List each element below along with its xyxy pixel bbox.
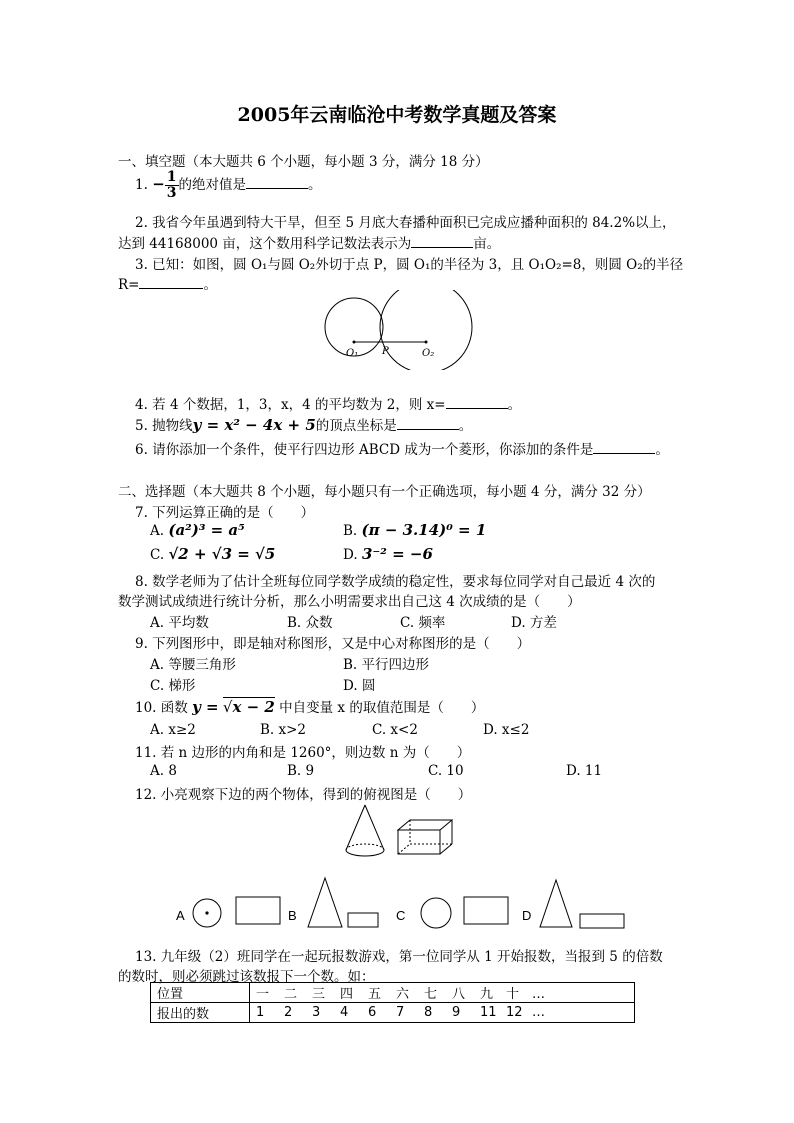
number-cell: 3 — [312, 1005, 321, 1020]
q1-sign: − — [152, 175, 165, 193]
option-d-rectangle-icon[interactable] — [580, 914, 624, 928]
q4-text: 4. 若 4 个数据，1，3，x，4 的平均数为 2，则 x= — [135, 397, 446, 413]
position-cell: 四 — [340, 987, 354, 1002]
q9-option-b[interactable]: B. 平行四边形 — [343, 657, 430, 673]
q10-option-c[interactable]: C. x<2 — [372, 722, 418, 738]
q7-option-c[interactable] — [150, 545, 275, 563]
number-cell: 1 — [256, 1005, 265, 1020]
position-cell: 五 — [368, 987, 382, 1002]
q6-end: 。 — [655, 442, 669, 458]
page-title: 2005年云南临沧中考数学真题及答案 — [237, 104, 557, 126]
q7-d-label: D. — [343, 547, 358, 563]
q1-end: 。 — [308, 177, 322, 193]
q10-formula-y: y = — [192, 698, 219, 716]
table-row — [151, 983, 635, 1003]
option-d-triangle-icon[interactable] — [540, 880, 572, 927]
question-1 — [135, 170, 322, 201]
q12-label-c[interactable]: C — [396, 908, 406, 923]
q11-option-b[interactable]: B. 9 — [287, 763, 315, 779]
question-6 — [135, 438, 669, 458]
option-a-rectangle-icon[interactable] — [236, 897, 280, 924]
position-cell: 七 — [424, 987, 438, 1002]
label-o2: O₂ — [422, 348, 435, 359]
q10-option-a[interactable]: A. x≥2 — [150, 722, 196, 738]
option-b-triangle-icon[interactable] — [308, 878, 342, 927]
q7-c-label: C. — [150, 547, 165, 563]
question-10 — [135, 696, 484, 716]
q7-b-formula: (π − 3.14)⁰ = 1 — [361, 521, 487, 539]
position-cell: 二 — [284, 987, 298, 1002]
count-off-table — [150, 982, 635, 1023]
option-c-circle-icon[interactable] — [421, 898, 451, 928]
q7-c-formula: √2 + √3 = √5 — [168, 545, 276, 563]
box-icon — [398, 820, 452, 854]
q10-option-d[interactable]: D. x≤2 — [483, 722, 530, 738]
q8-option-c[interactable]: C. 频率 — [400, 615, 446, 631]
number-cell: 2 — [284, 1005, 293, 1020]
q12-label-d[interactable]: D — [522, 908, 532, 923]
q8-option-b[interactable]: B. 众数 — [287, 615, 333, 631]
q5-suffix: 的顶点坐标是 — [315, 418, 397, 434]
q5-end: 。 — [458, 418, 473, 434]
q12-options-figure — [170, 872, 630, 934]
q7-option-d[interactable] — [343, 545, 433, 563]
q5-prefix: 5. 抛物线 — [135, 418, 193, 434]
question-5 — [135, 414, 472, 434]
cone-icon — [346, 805, 384, 856]
q1-number: 1. — [135, 177, 148, 193]
q3-line2 — [118, 273, 217, 293]
section1-heading: 一、填空题（本大题共 6 个小题，每小题 3 分，满分 18 分） — [118, 154, 489, 170]
q8-line2: 数学测试成绩进行统计分析，那么小明需要求出自己这 4 次成绩的是（ ） — [118, 594, 581, 610]
table-header-position: 位置 — [151, 983, 250, 1003]
q2-answer-blank[interactable] — [411, 235, 473, 248]
q12-stem: 12. 小亮观察下边的两个物体，得到的俯视图是（ ） — [135, 787, 472, 803]
q7-b-label: B. — [343, 523, 358, 539]
q1-answer-blank[interactable] — [246, 176, 308, 189]
q11-option-a[interactable]: A. 8 — [150, 763, 177, 779]
q8-option-a[interactable]: A. 平均数 — [150, 615, 209, 631]
q4-end: 。 — [507, 397, 522, 413]
q8-line1: 8. 数学老师为了估计全班每位同学数学成绩的稳定性，要求每位同学对自己最近 4 次的 — [135, 574, 656, 590]
q11-stem: 11. 若 n 边形的内角和是 1260°，则边数 n 为（ ） — [135, 745, 471, 761]
q9-option-d[interactable]: D. 圆 — [343, 678, 376, 694]
position-cells — [250, 983, 635, 1003]
q10-option-b[interactable]: B. x>2 — [260, 722, 307, 738]
q13-line2: 的数时，则必须跳过该数报下一个数。如： — [118, 969, 375, 985]
q12-label-b[interactable]: B — [288, 908, 297, 923]
q4-answer-blank[interactable] — [446, 396, 508, 409]
number-cell: 4 — [340, 1005, 349, 1020]
q2-line1: 2. 我省今年虽遇到特大干旱，但至 5 月底大春播种面积已完成应播种面积的 84.2%以上， — [135, 215, 676, 231]
number-cell: … — [532, 1005, 545, 1020]
q5-answer-blank[interactable] — [397, 417, 459, 430]
q10-suffix: 中自变量 x 的取值范围是（ ） — [279, 700, 485, 716]
center-o2-dot — [425, 341, 428, 344]
position-cell: … — [532, 987, 545, 1002]
q3-line1: 3. 已知：如图，圆 O₁与圆 O₂外切于点 P，圆 O₁的半径为 3，且 O₁O₂=8，则圆 O₂的半径 — [135, 257, 684, 273]
position-cell: 八 — [452, 987, 466, 1002]
q1-text: 的绝对值是 — [178, 177, 247, 193]
q2-line2 — [118, 232, 500, 252]
table-row — [151, 1003, 635, 1023]
q6-text: 6. 请你添加一个条件，使平行四边形 ABCD 成为一个菱形，你添加的条件是 — [135, 442, 594, 458]
objects-figure — [340, 800, 460, 865]
q7-option-a[interactable] — [150, 521, 245, 539]
label-p: P — [382, 346, 389, 357]
number-cell: 7 — [396, 1005, 405, 1020]
q1-fraction — [165, 170, 179, 201]
q3-text: R= — [118, 277, 140, 293]
number-cell: 8 — [424, 1005, 433, 1020]
q12-label-a[interactable]: A — [176, 908, 185, 923]
q5-formula: y = x² − 4x + 5 — [192, 416, 316, 434]
q1-frac-num: 1 — [166, 169, 177, 185]
q1-frac-den: 3 — [166, 185, 177, 201]
number-cell: 9 — [452, 1005, 461, 1020]
q10-prefix: 10. 函数 — [135, 700, 188, 716]
q6-answer-blank[interactable] — [593, 441, 655, 454]
center-o1-dot — [353, 341, 356, 344]
position-cell: 六 — [396, 987, 410, 1002]
q11-option-d[interactable]: D. 11 — [566, 763, 603, 779]
q13-line1: 13. 九年级（2）班同学在一起玩报数游戏，第一位同学从 1 开始报数，当报到 5 的倍数 — [135, 949, 663, 965]
tangent-circles-figure — [320, 290, 480, 370]
q7-d-formula: 3⁻² = −6 — [361, 545, 433, 563]
q9-option-a[interactable]: A. 等腰三角形 — [150, 657, 236, 673]
number-cells — [250, 1003, 635, 1023]
option-b-rectangle-icon[interactable] — [348, 913, 378, 927]
q10-radicand-text: x − 2 — [232, 698, 275, 716]
q7-stem: 7. 下列运算正确的是（ ） — [135, 505, 315, 521]
table-header-number: 报出的数 — [151, 1003, 250, 1023]
number-cell: 6 — [368, 1005, 377, 1020]
option-a-circle-with-dot-icon[interactable] — [193, 899, 221, 927]
position-cell: 九 — [480, 987, 494, 1002]
q3-end: 。 — [203, 277, 217, 293]
q3-answer-blank[interactable] — [139, 276, 203, 289]
number-cell: 11 — [480, 1005, 497, 1020]
number-cell: 12 — [506, 1005, 523, 1020]
section2-heading: 二、选择题（本大题共 8 个小题，每小题只有一个正确选项，每小题 4 分，满分 32 分） — [118, 484, 651, 500]
q7-a-formula: (a²)³ = a⁵ — [168, 521, 245, 539]
q7-option-b[interactable] — [343, 521, 486, 539]
q2-text: 达到 44168000 亩，这个数用科学记数法表示为 — [118, 236, 412, 252]
q9-option-c[interactable]: C. 梯形 — [150, 678, 196, 694]
q9-stem: 9. 下列图形中，即是轴对称图形，又是中心对称图形的是（ ） — [135, 636, 531, 652]
question-4 — [135, 393, 521, 413]
position-cell: 十 — [506, 987, 520, 1002]
q10-radicand: √x − 2 — [222, 698, 275, 716]
q7-a-label: A. — [150, 523, 165, 539]
position-cell: 三 — [312, 987, 326, 1002]
label-o1: O₁ — [346, 348, 359, 359]
q2-end: 亩。 — [473, 236, 501, 252]
q8-option-d[interactable]: D. 方差 — [511, 615, 557, 631]
option-c-rectangle-icon[interactable] — [464, 897, 508, 924]
q11-option-c[interactable]: C. 10 — [428, 763, 464, 779]
position-cell: 一 — [256, 987, 270, 1002]
